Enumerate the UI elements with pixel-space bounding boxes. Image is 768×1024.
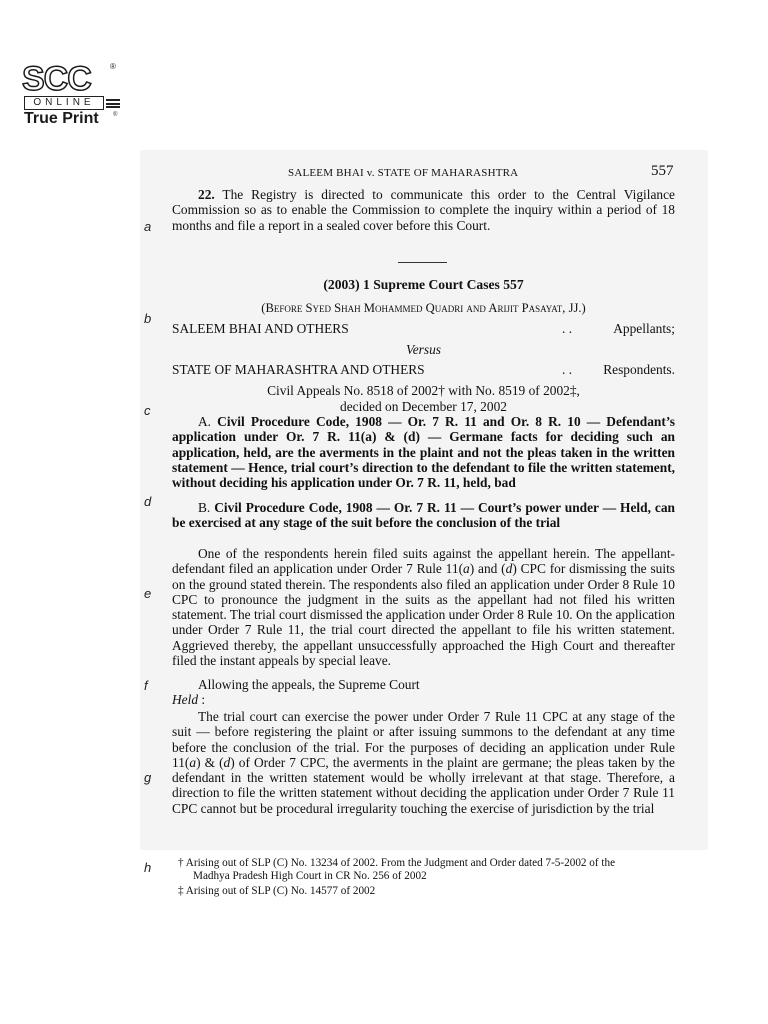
logo-brand: SCC [22, 60, 91, 98]
respondent-name: STATE OF MAHARASHTRA AND OTHERS [172, 362, 425, 377]
held-label-line [172, 692, 675, 707]
margin-letter-d: d [144, 494, 152, 509]
margin-letter-c: c [144, 403, 151, 418]
facts-text-1: One of the respondents herein filed suits against the appellant herein. The appellant-defendant filed an application under Order 7 Rule 11( [172, 546, 675, 577]
held-text-3: ) of Order 7 CPC, the averments in the plaint are germane; the pleas taken by the defendant in the written statement would be wholly irrelevant at that stage. Therefore, a direction to file the written statement without deciding the application under Order 7 Rule 11 CPC cannot but be procedural irregularity touching the exercise of jurisdiction by the trial [172, 754, 676, 816]
facts-text-3: ) CPC for dismissing the suits on the ground stated therein. The respondents also filed an application under Order 8 Rule 10 CPC to pronounce the judgment in the suits as the appellant had not filed his written statement. The trial court dismissed the application under Order 8 Rule 10. On the application under Order 7 Rule 11, the trial court directed the appellant to file his written statement. Aggrieved thereby, the appellant unsuccessfully approached the High Court and thereafter filed the instant appeals by special leave. [172, 561, 675, 669]
headnote-a [172, 414, 675, 490]
footnote-dagger [178, 857, 678, 883]
respondent-line [172, 362, 675, 377]
margin-letter-f: f [144, 678, 148, 693]
margin-letter-b: b [144, 311, 152, 326]
footnote-dagger-line2: Madhya Pradesh High Court in CR No. 256 of 2002 [193, 870, 427, 882]
headnote-b [172, 500, 675, 531]
paragraph-text: The Registry is directed to communicate this order to the Central Vigilance Commission so as to enable the Commission to complete the inquiry within a period of 18 months and file a report in a sealed cover before this Court. [172, 187, 675, 233]
held-colon: : [198, 692, 206, 707]
facts-text-2: ) and ( [469, 561, 506, 577]
appellant-role: Appellants; [613, 321, 675, 336]
facts-clause-d: d [505, 561, 513, 577]
margin-letter-a: a [144, 219, 152, 234]
held-paragraph [172, 709, 675, 816]
margin-letter-h: h [144, 860, 152, 875]
logo-registered-mark: ® [110, 62, 116, 71]
scc-online-logo [22, 62, 122, 130]
decided-line: decided on December 17, 2002 [340, 399, 507, 414]
case-citation: (2003) 1 Supreme Court Cases 557 [323, 277, 524, 292]
facts-paragraph [172, 546, 675, 668]
section-divider [398, 262, 447, 263]
allowing-line: Allowing the appeals, the Supreme Court [198, 677, 420, 692]
headnote-b-prefix: B. [198, 500, 215, 515]
logo-online-label: ONLINE [24, 96, 104, 110]
held-label: Held [172, 692, 199, 707]
respondent-dots: . . [562, 362, 573, 377]
appellant-name: SALEEM BHAI AND OTHERS [172, 321, 349, 336]
bench: (Before Syed Shah Mohammed Quadri and Arijit Pasayat, JJ.) [261, 301, 586, 315]
appellant-line [172, 321, 675, 336]
respondent-role: Respondents. [603, 362, 675, 377]
footnote-dagger-line1: † Arising out of SLP (C) No. 13234 of 2002. From the Judgment and Order dated 7-5-2002 of the [178, 857, 616, 869]
held-text-2: ) & ( [196, 754, 224, 770]
running-title: SALEEM BHAI v. STATE OF MAHARASHTRA [288, 167, 519, 179]
logo-tm-mark: ® [113, 112, 118, 118]
appeals-line: Civil Appeals No. 8518 of 2002† with No. 8519 of 2002‡, [267, 383, 580, 398]
held-text-1: The trial court can exercise the power under Order 7 Rule 11 CPC at any stage of the suit — before registering the plaint or after issuing summons to the defendant at any time before the conclusion of the trial. For the purposes of deciding an application under Rule 11( [172, 709, 675, 770]
appellant-dots: . . [562, 321, 573, 336]
facts-clause-a: a [463, 561, 470, 577]
page-number: 557 [651, 163, 674, 179]
margin-letter-g: g [144, 770, 152, 785]
versus: Versus [406, 342, 441, 357]
held-clause-d: d [223, 754, 231, 770]
headnote-a-prefix: A. [198, 414, 218, 429]
held-clause-a: a [189, 754, 197, 770]
paragraph-number: 22. [198, 187, 215, 202]
margin-letter-e: e [144, 586, 152, 601]
footnote-double-dagger: ‡ Arising out of SLP (C) No. 14577 of 2002 [178, 885, 376, 897]
logo-speed-lines-icon [106, 99, 120, 109]
logo-tagline: True Print [24, 110, 99, 127]
paragraph-22 [172, 187, 675, 233]
headnote-a-text: Civil Procedure Code, 1908 — Or. 7 R. 11 and Or. 8 R. 10 — Defendant’s application under Or. 7 R. 11(a) & (d) — Germane facts for deciding such an application, held, are the averments in the plaint and not the pleas taken in the written statement — Hence, trial court’s direction to the defendant to file the written statement, without deciding his application under Or. 7 R. 11, held, bad [172, 414, 675, 491]
headnote-b-text: Civil Procedure Code, 1908 — Or. 7 R. 11 — Court’s power under — Held, can be exercised at any stage of the suit before the conclusion of the trial [172, 500, 675, 531]
